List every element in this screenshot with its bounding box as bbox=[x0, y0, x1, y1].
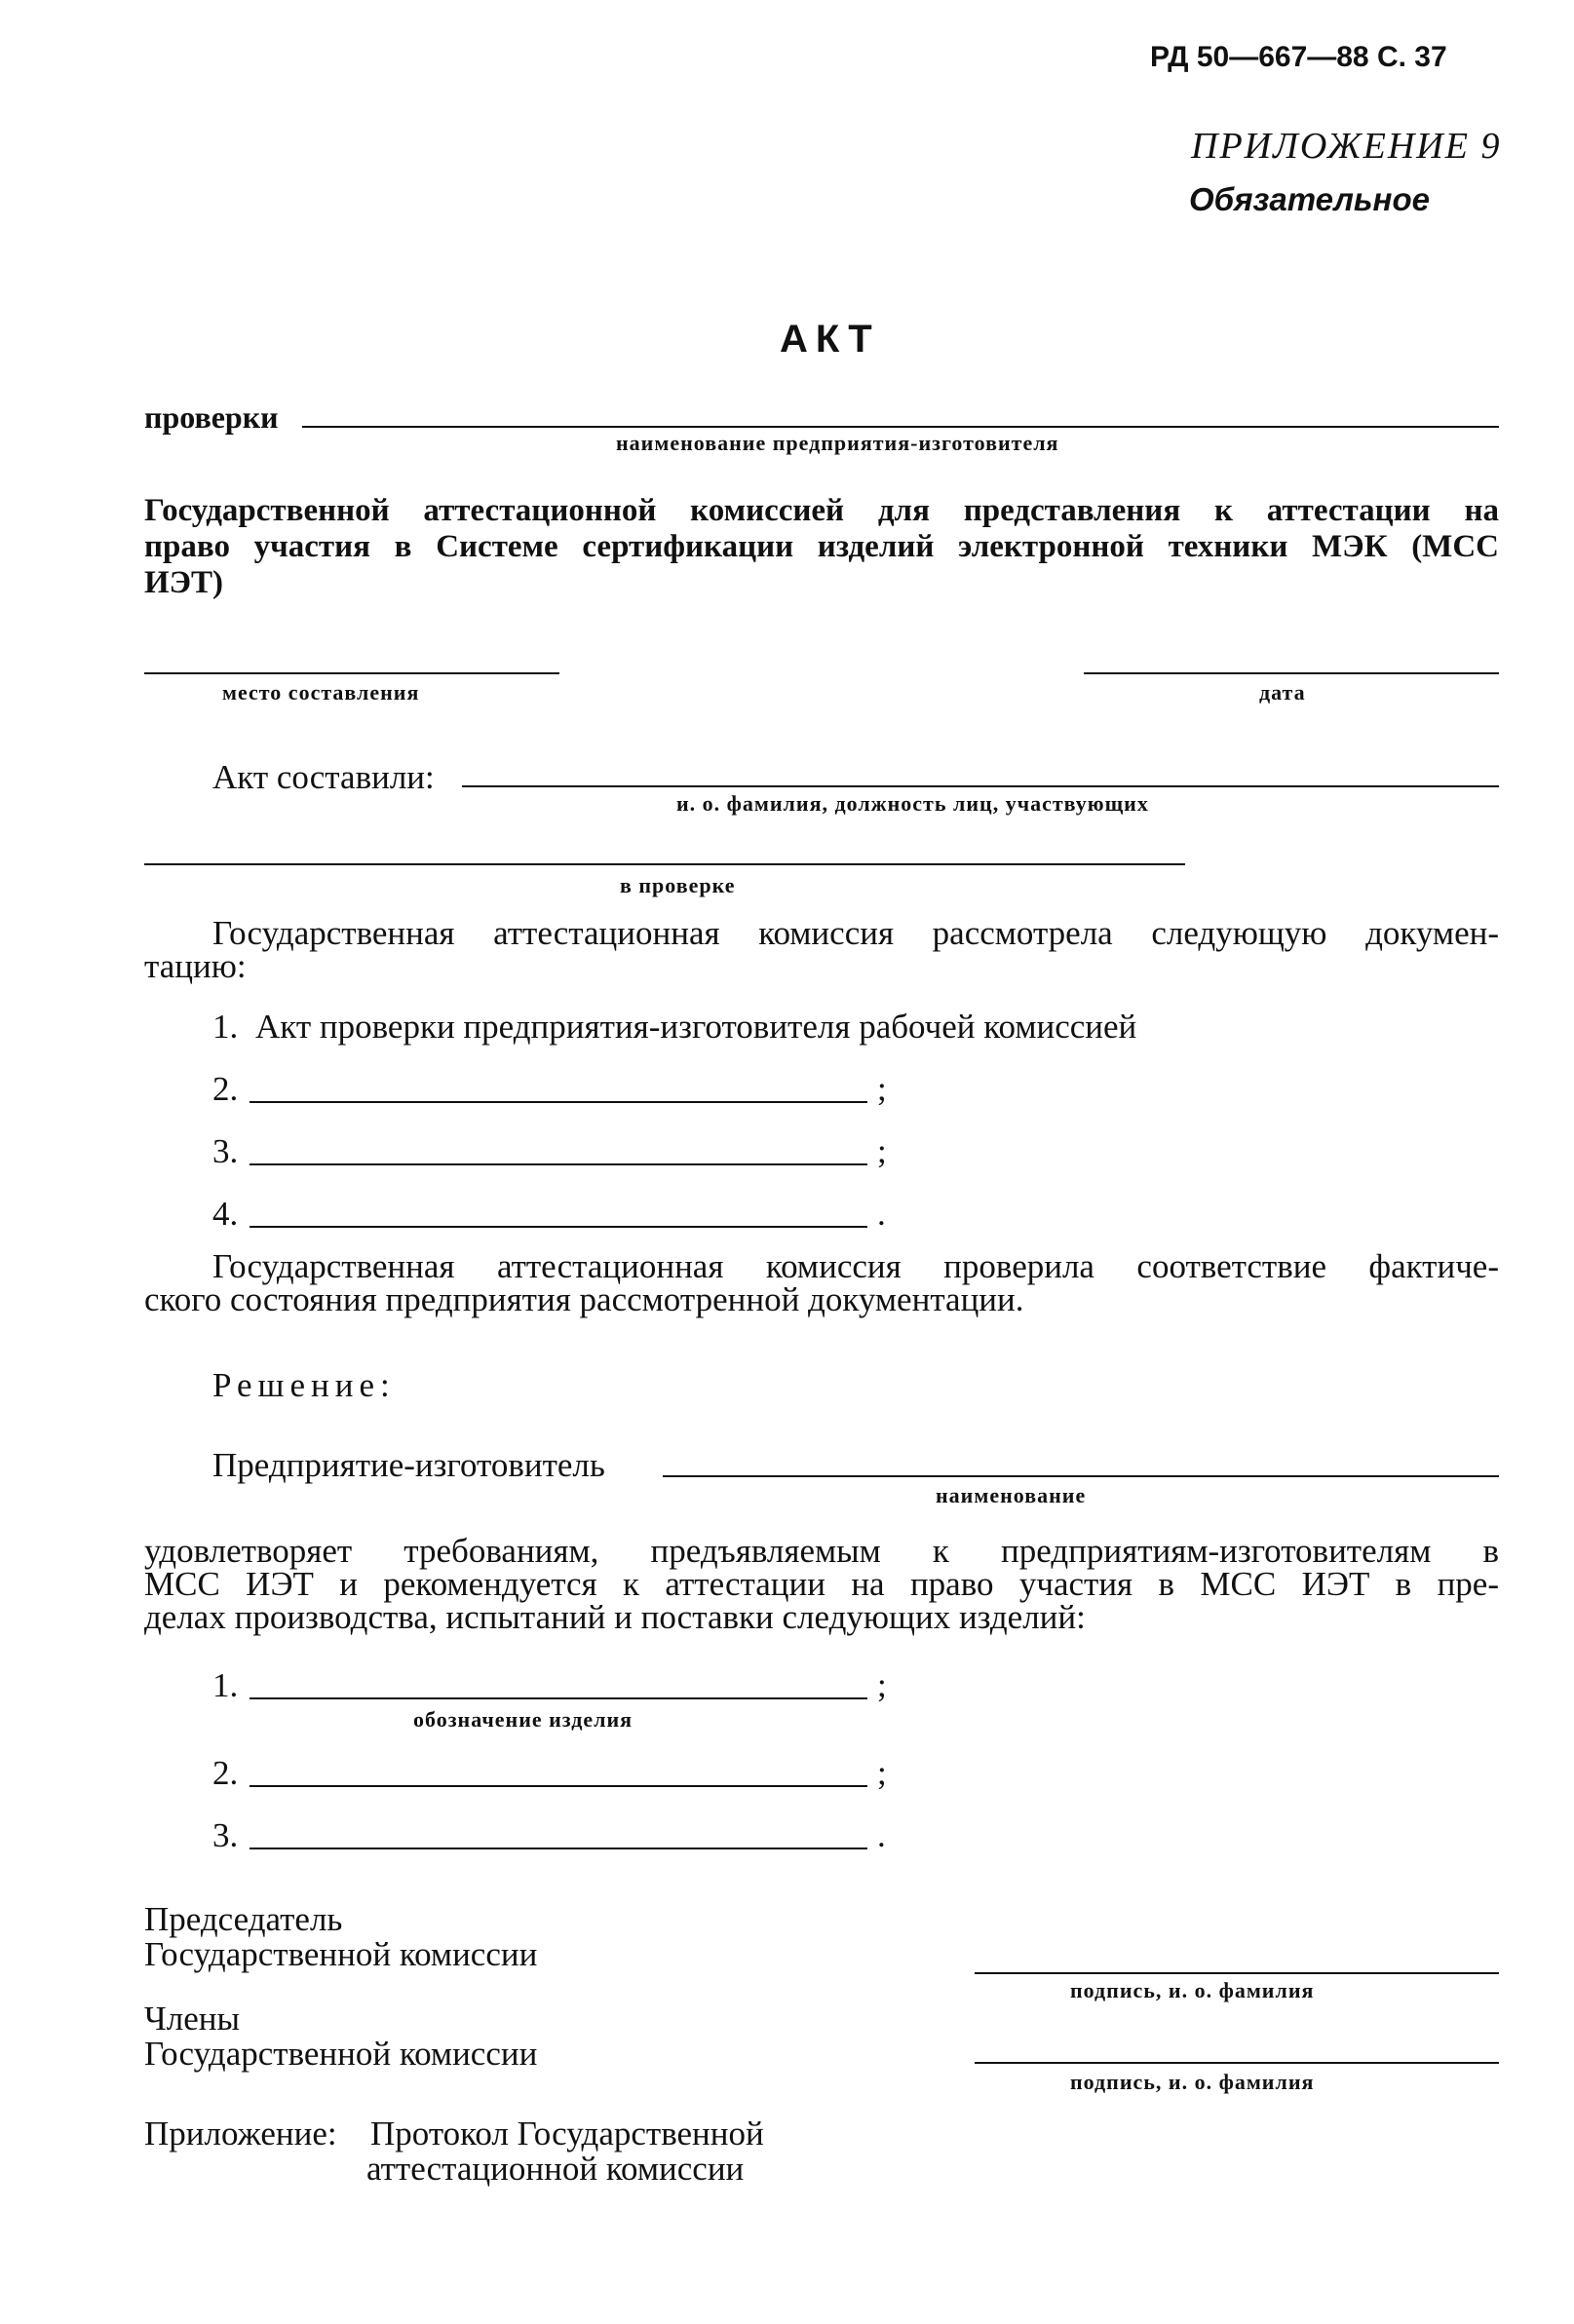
product-item-2-end: ; bbox=[877, 1754, 887, 1792]
document-item-2-number: 2. bbox=[212, 1070, 239, 1108]
chair-title-2: Государственной комиссии bbox=[144, 1935, 538, 1973]
product-item-1-number: 1. bbox=[212, 1666, 239, 1704]
satisfies-line-3: делах производства, испытаний и поставки следующих изделий: bbox=[144, 1598, 1086, 1636]
date-caption: дата bbox=[1259, 680, 1306, 705]
members-title-2: Государственной комиссии bbox=[144, 2035, 538, 2073]
reviewed-line-1: Государственная аттестационная комиссия рассмотрела следующую докумен- bbox=[212, 914, 1499, 952]
composers-caption-1: и. о. фамилия, должность лиц, участвующих bbox=[676, 791, 1149, 816]
document-item-3-number: 3. bbox=[212, 1132, 239, 1170]
page-title: АКТ bbox=[780, 318, 880, 361]
composers-line-2[interactable] bbox=[144, 863, 1185, 865]
members-title-1: Члены bbox=[144, 2000, 240, 2038]
purpose-line-1: Государственной аттестационной комиссией для представления к аттестации на bbox=[144, 493, 1499, 528]
satisfies-line-2: МСС ИЭТ и рекомендуется к аттестации на право участия в МСС ИЭТ в пре- bbox=[144, 1565, 1499, 1603]
document-item-1-text: Акт проверки предприятия-изготовителя рабочей комиссией bbox=[255, 1008, 1137, 1046]
members-signature-line[interactable] bbox=[975, 2062, 1499, 2064]
product-item-2-number: 2. bbox=[212, 1754, 239, 1792]
verified-line-1: Государственная аттестационная комиссия проверила соответствие фактиче- bbox=[212, 1247, 1499, 1285]
product-item-3-number: 3. bbox=[212, 1816, 239, 1854]
chair-signature-line[interactable] bbox=[975, 1972, 1499, 1974]
product-item-1-end: ; bbox=[877, 1666, 887, 1704]
appendix-number: ПРИЛОЖЕНИЕ 9 bbox=[1191, 126, 1502, 167]
date-line[interactable] bbox=[1084, 672, 1499, 674]
place-caption: место составления bbox=[222, 680, 420, 705]
verified-line-2: ского состояния предприятия рассмотренной документации. bbox=[144, 1280, 1024, 1318]
document-item-4-number: 4. bbox=[212, 1195, 239, 1233]
document-item-3-end: ; bbox=[877, 1132, 887, 1170]
product-item-3-end: . bbox=[877, 1816, 886, 1854]
decision-label: Решение: bbox=[212, 1366, 396, 1404]
place-line[interactable] bbox=[144, 672, 559, 674]
reviewed-line-2: тацию: bbox=[144, 947, 247, 985]
product-item-1-line[interactable] bbox=[250, 1697, 867, 1699]
composed-label: Акт составили: bbox=[212, 758, 435, 796]
product-item-2-line[interactable] bbox=[250, 1785, 867, 1787]
product-item-3-line[interactable] bbox=[250, 1848, 867, 1849]
document-item-2-line[interactable] bbox=[250, 1101, 867, 1103]
document-code: РД 50—667—88 С. 37 bbox=[1150, 41, 1447, 73]
product-designation-caption: обозначение изделия bbox=[413, 1707, 633, 1732]
document-item-3-line[interactable] bbox=[250, 1163, 867, 1165]
attachment-label: Приложение: bbox=[144, 2114, 337, 2153]
purpose-line-3: ИЭТ) bbox=[144, 565, 224, 600]
attachment-line-2: аттестационной комиссии bbox=[366, 2150, 745, 2188]
satisfies-line-1: удовлетворяет требованиям, предъявляемым к предприятиям-изготовителям в bbox=[144, 1532, 1499, 1570]
document-item-1-number: 1. bbox=[212, 1008, 239, 1046]
members-signature-caption: подпись, и. о. фамилия bbox=[1070, 2070, 1315, 2094]
check-label: проверки bbox=[144, 400, 279, 435]
enterprise-decision-line[interactable] bbox=[663, 1475, 1499, 1477]
appendix-status: Обязательное bbox=[1189, 181, 1430, 217]
composers-line[interactable] bbox=[462, 785, 1499, 787]
enterprise-name-caption: наименование предприятия-изготовителя bbox=[616, 431, 1059, 455]
enterprise-decision-caption: наименование bbox=[936, 1483, 1087, 1507]
enterprise-label: Предприятие-изготовитель bbox=[212, 1446, 605, 1484]
purpose-line-2: право участия в Системе сертификации изделий электронной техники МЭК (МСС bbox=[144, 529, 1499, 564]
document-item-4-end: . bbox=[877, 1195, 886, 1233]
document-item-4-line[interactable] bbox=[250, 1226, 867, 1228]
enterprise-name-line[interactable] bbox=[302, 426, 1499, 428]
document-item-2-end: ; bbox=[877, 1070, 887, 1108]
attachment-line-1: Протокол Государственной bbox=[370, 2114, 764, 2153]
composers-caption-2: в проверке bbox=[620, 873, 736, 897]
chair-signature-caption: подпись, и. о. фамилия bbox=[1070, 1978, 1315, 2002]
chair-title-1: Председатель bbox=[144, 1900, 343, 1938]
